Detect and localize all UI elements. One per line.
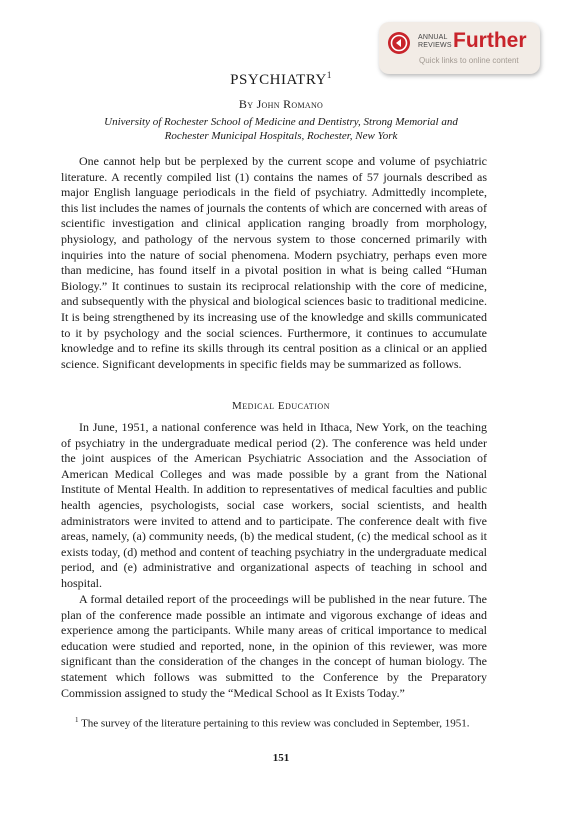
paragraph-intro: One cannot help but be perplexed by the current scope and volume of psychiatric literature. A recently compiled list (1) contains the names of 57 journals described as major English language periodicals in the field of psychiatry. Admittedly incomplete, this list includes the names of journals the contents of which are concerned with areas of scientific investigation and clinical application ranging broadly from morphology, physiology, and pathology of the nervous system to those concerned primarily with inquiries into the nature of social phenomena. Modern psychiatry, perhaps even more than medicine, has found itself in a pivotal position in what is being called “Human Biology.” It continues to sustain its reciprocal relationship with the core of medicine, and subsequently with the physical and biological sciences basic to traditional medicine. It is being strengthened by its increasing use of the knowledge and skills communicated to it by psychology and the social sciences. Furthermore, it continues to accumulate knowledge and to refine its skills through its central position as a clinical or an applied science. Significant developments in specific fields may be summarized as follows. [61, 154, 487, 371]
paragraph-report: A formal detailed report of the proceedings will be published in the near future. The plan of the conference made possible an intimate and vigorous exchange of ideas and experience among the participants. While many areas of critical importance to medical education were studied and reported, none, in the opinion of this reviewer, was more significant than the consideration of the changes in the concept of human biology. The statement which follows was submitted to the Conference by the Preparatory Commission assigned to study the “Medical School as It Exists Today.” [61, 592, 487, 700]
affiliation-line-2: Rochester Municipal Hospitals, Rochester, New York [164, 130, 398, 142]
paragraph-conference: In June, 1951, a national conference was held in Ithaca, New York, on the teaching of psychiatry in the undergraduate medical period (2). The conference was held under the joint auspices of the American Psychiatric Association and the Association of American Medical Colleges and was made possible by a grant from the National Institute of Mental Health. In addition to representatives of medical faculties and public health agencies, psychologists, social case workers, social scientists, and health administrators were invited to attend and to participate. The conference dealt with five areas, namely, (a) community needs, (b) the medical student, (c) the medical school as it exists today, (d) method and content of teaching psychiatry in the undergraduate medical period, and (e) administrative and organizational aspects of teaching in school and hospital. [61, 420, 487, 590]
badge-reviews-label: REVIEWS [418, 42, 452, 49]
author-byline: By John Romano [238, 97, 324, 111]
badge-further-label: Further [453, 29, 527, 52]
annual-reviews-logo-icon [388, 32, 410, 54]
author-affiliation [60, 115, 502, 143]
article-title: PSYCHIATRY$^1$ [230, 70, 332, 88]
footnote-text: The survey of the literature pertaining to this review was concluded in September, 1951. [81, 717, 470, 730]
badge-annual-label: ANNUAL [418, 34, 448, 41]
footnote-marker: 1 [75, 716, 79, 724]
page-number: 151 [272, 752, 290, 764]
section-heading-medical-education: Medical Education [232, 400, 330, 412]
annual-reviews-further-badge[interactable] [379, 22, 540, 74]
title-footnote-marker: 1 [326, 70, 332, 80]
footnote [61, 713, 487, 731]
affiliation-line-1: University of Rochester School of Medicine and Dentistry, Strong Memorial and [104, 116, 458, 128]
badge-subtitle: Quick links to online content [419, 56, 519, 65]
